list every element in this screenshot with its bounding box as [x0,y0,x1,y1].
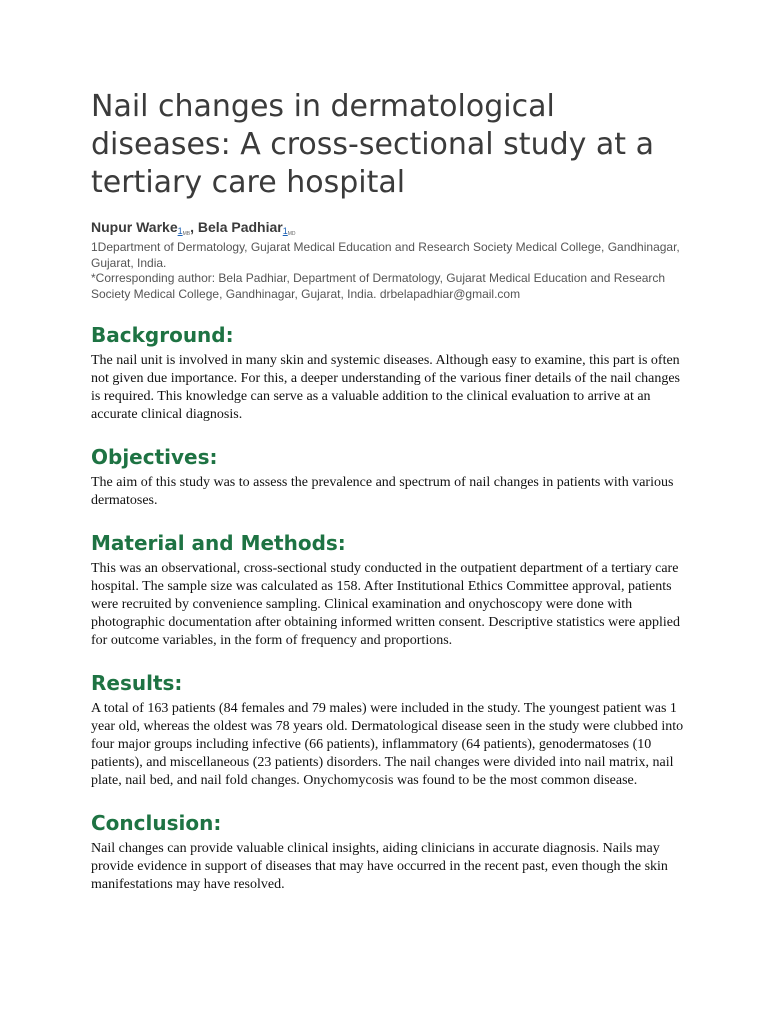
section-heading: Background: [91,323,234,347]
author-line [91,219,688,240]
section-text: A total of 163 patients (84 females and 79 males) were included in the study. The youngest patient was 1 year old, whereas the oldest was 78 years old. Dermatological disease seen in the study were clubbed into four major groups including infective (66 patients), inflammatory (64 patients), genodermatoses (10 patients), and miscellaneous (23 patients) disorders. The nail changes were divided into nail matrix, nail plate, nail bed, and nail fold changes. Onychomycosis was found to be the most common disease. [91,701,684,788]
author-affiliation-link[interactable]: 1 [177,226,183,236]
methods-section [91,530,688,650]
section-text: This was an observational, cross-sectional study conducted in the outpatient department of a tertiary care hospital. The sample size was calculated as 158. After Institutional Ethics Committee approval, patients were recruited by convenience sampling. Clinical examination and onychoscopy were done with photographic documentation after obtaining informed written consent. Descriptive statistics were applied for outcome variables, in the form of frequency and proportions. [91,561,680,648]
corresponding-author: *Corresponding author: Bela Padhiar, Department of Dermatology, Gujarat Medical Education and Research Society Medical College, Gandhinagar, Gujarat, India. drbelapadhiar@gmail.com [91,271,666,301]
section-heading: Results: [91,671,183,695]
author-name: Nupur Warke [91,219,178,235]
section-heading: Objectives: [91,445,218,469]
section-heading: Conclusion: [91,811,222,835]
objectives-section [91,444,688,510]
section-text: The aim of this study was to assess the prevalence and spectrum of nail changes in patients with various dermatoses. [91,475,674,508]
author-affiliation-link[interactable]: 1 [282,226,288,236]
conclusion-section [91,810,688,894]
author-degree-tag: MD [287,231,296,237]
author-degree-tag: MB [182,231,191,237]
section-heading: Material and Methods: [91,531,346,555]
author-separator: , [190,219,198,235]
section-text: Nail changes can provide valuable clinical insights, aiding clinicians in accurate diagnosis. Nails may provide evidence in support of diseases that may have occurred in the recent past, even though the skin manifestations may have resolved. [91,841,668,892]
affiliation: 1Department of Dermatology, Gujarat Medical Education and Research Society Medical College, Gandhinagar, Gujarat, India. [91,240,680,270]
results-section [91,670,688,790]
paper-title: Nail changes in dermatological diseases: A cross-sectional study at a tertiary care hospital [91,89,654,200]
section-text: The nail unit is involved in many skin and systemic diseases. Although easy to examine, this part is often not given due importance. For this, a deeper understanding of the various finer details of the nail changes is required. This knowledge can serve as a valuable addition to the clinical evaluation to arrive at an accurate clinical diagnosis. [91,353,680,422]
author-name: Bela Padhiar [197,219,283,235]
background-section [91,322,688,424]
